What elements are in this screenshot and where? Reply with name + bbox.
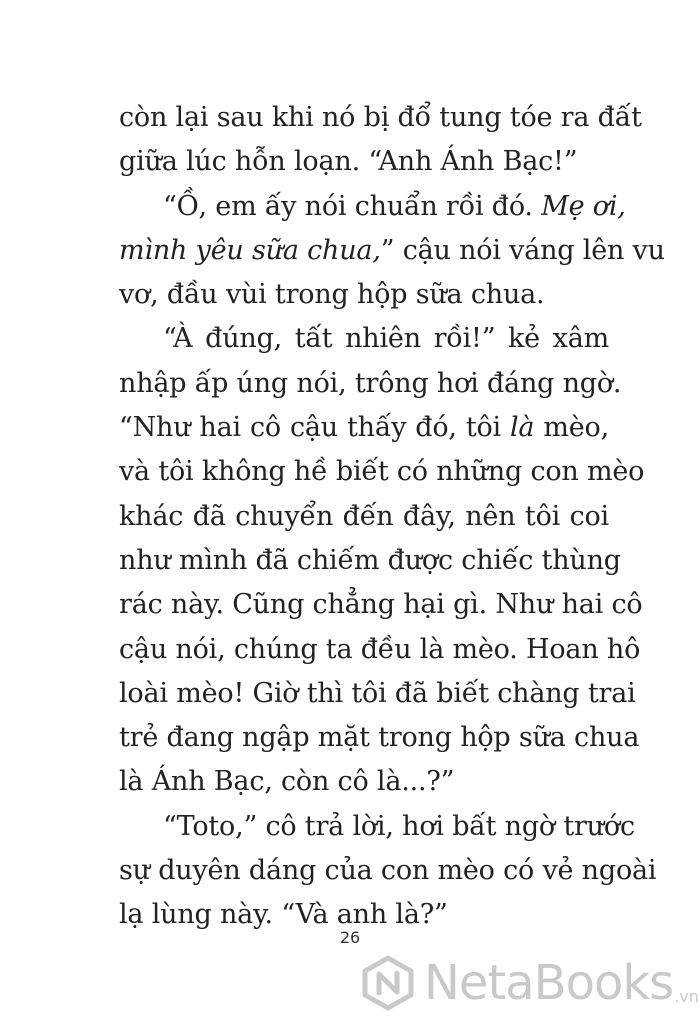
text-line: “À đúng, tất nhiên rồi!” kẻ xâm <box>163 323 609 355</box>
text-line: rác này. Cũng chẳng hại gì. Như hai cô <box>119 589 643 621</box>
text-line <box>119 185 626 229</box>
watermark-text: NetaBooks <box>424 955 674 1011</box>
text-line: khác đã chuyển đến đây, nên tôi coi <box>119 500 609 532</box>
text-line: giữa lúc hỗn loạn. “Anh Ánh Bạc!” <box>119 146 578 178</box>
watermark-suffix: .vn <box>674 987 699 1006</box>
italic-text: là <box>510 412 535 444</box>
book-page-text <box>119 96 665 938</box>
text-line: còn lại sau khi nó bị đổ tung tóe ra đất <box>119 102 642 133</box>
netabooks-logo-icon <box>360 955 416 1011</box>
text-run: “Ồ, em ấy nói chuẩn rồi đó. <box>163 190 542 222</box>
text-run: “Như hai cô cậu thấy đó, tôi <box>119 412 510 444</box>
italic-text: Mẹ ơi, <box>541 190 626 222</box>
text-line: như mình đã chiếm được chiếc thùng <box>119 544 621 576</box>
text-run: mèo, <box>534 412 609 444</box>
text-line: lạ lùng này. “Và anh là?” <box>119 899 448 931</box>
text-line: trẻ đang ngập mặt trong hộp sữa chua <box>119 722 640 754</box>
netabooks-watermark <box>360 946 699 1020</box>
text-line: cậu nói, chúng ta đều là mèo. Hoan hô <box>119 633 641 665</box>
text-run: ” cậu nói váng lên vu <box>380 234 665 266</box>
text-line <box>119 229 665 273</box>
italic-text: mình yêu sữa chua, <box>119 234 381 266</box>
text-line: là Ánh Bạc, còn cô là...?” <box>119 766 455 798</box>
text-line: nhập ấp úng nói, trông hơi đáng ngờ. <box>119 367 622 399</box>
text-line: sự duyên dáng của con mèo có vẻ ngoài <box>119 855 657 887</box>
page-number: 26 <box>339 928 361 947</box>
text-line: và tôi không hề biết có những con mèo <box>119 456 645 488</box>
text-line: “Toto,” cô trả lời, hơi bất ngờ trước <box>163 810 635 842</box>
text-line <box>119 406 609 450</box>
text-line: vơ, đầu vùi trong hộp sữa chua. <box>119 279 545 311</box>
text-line: loài mèo! Giờ thì tôi đã biết chàng trai <box>119 677 636 709</box>
